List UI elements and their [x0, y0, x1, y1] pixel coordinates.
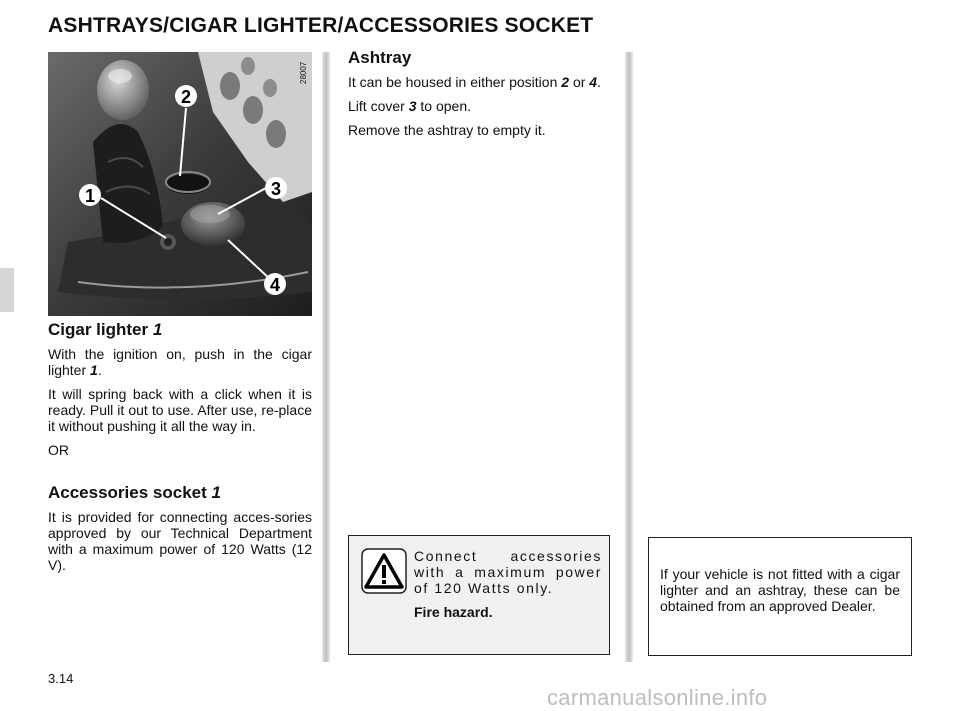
column-divider-left: [322, 52, 330, 662]
note-text: If your vehicle is not fitted with a cigar lighter and an ashtray, these can be obtained from an approved Dealer.: [660, 566, 900, 614]
ashtray-paragraph-3: Remove the ashtray to empty it.: [348, 122, 546, 138]
note-box: [648, 537, 912, 656]
section-tab: [0, 268, 14, 312]
column-divider-right: [625, 52, 633, 662]
accessories-socket-heading: Accessories socket 1: [48, 483, 221, 502]
middle-column: [348, 50, 612, 146]
console-photo: [48, 52, 312, 316]
or-text: OR: [48, 442, 69, 458]
callout-2: [175, 85, 197, 107]
ashtray-paragraph-1: It can be housed in either position 2 or 4.: [348, 74, 601, 90]
cigar-lighter-paragraph-2: It will spring back with a click when it is ready. Pull it out to use. After use, re-place it without pushing it all the way in.: [48, 386, 312, 434]
left-column: [48, 322, 312, 581]
callout-1: [79, 184, 101, 206]
accessories-socket-paragraph: It is provided for connecting acces-sories approved by our Technical Department with a maximum power of 120 Watts (12 V).: [48, 509, 312, 573]
warning-triangle-icon: [361, 548, 407, 594]
warning-box: [348, 535, 610, 655]
fire-hazard-text: Fire hazard.: [414, 604, 493, 620]
cigar-lighter-paragraph-1: With the ignition on, push in the cigar lighter 1.: [48, 346, 312, 378]
svg-text:3: 3: [270, 179, 282, 199]
svg-text:4: 4: [269, 275, 281, 295]
callout-4: [264, 273, 286, 295]
cigar-lighter-heading: Cigar lighter 1: [48, 320, 163, 339]
warning-text: Connect accessories with a maximum power of 120 Watts only.: [414, 548, 602, 596]
page-title: ASHTRAYS/CIGAR LIGHTER/ACCESSORIES SOCKET: [48, 14, 594, 37]
photo-code: 28007: [299, 61, 308, 84]
svg-text:1: 1: [84, 186, 96, 206]
callout-3: [265, 177, 287, 199]
svg-text:2: 2: [180, 87, 192, 107]
watermark: carmanualsonline.info: [547, 685, 768, 710]
ashtray-heading: Ashtray: [348, 48, 412, 67]
ashtray-paragraph-2: Lift cover 3 to open.: [348, 98, 471, 114]
page-number: 3.14: [48, 671, 74, 686]
